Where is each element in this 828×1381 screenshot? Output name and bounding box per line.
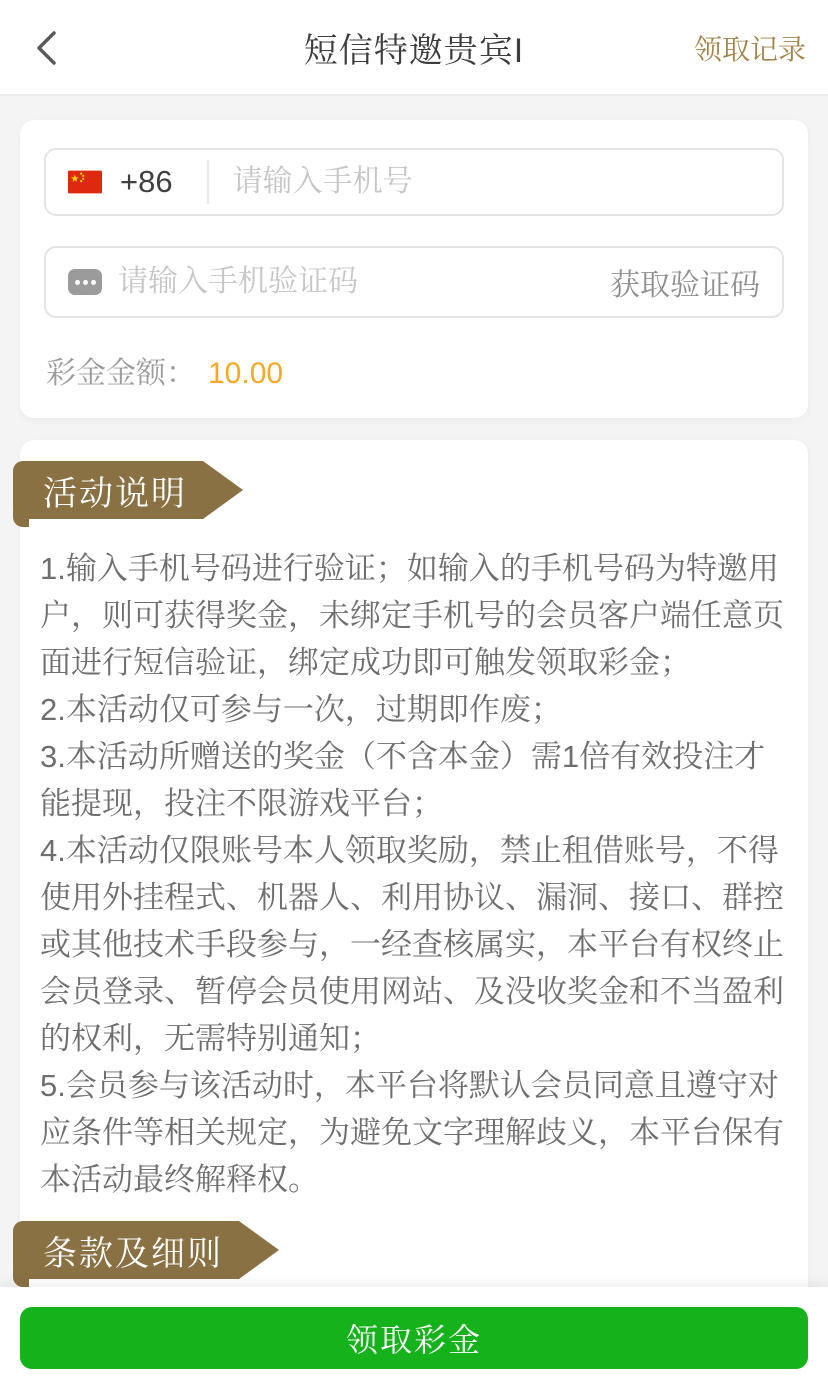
claim-records-link[interactable]: 领取记录 <box>693 34 806 65</box>
field-divider <box>207 160 209 204</box>
phone-field[interactable] <box>44 148 784 216</box>
page-title: 短信特邀贵宾I <box>303 31 525 70</box>
phone-input[interactable] <box>233 165 760 199</box>
activity-card <box>20 440 808 1309</box>
header <box>0 0 828 96</box>
bonus-amount: 10.00 <box>208 357 284 390</box>
main-content <box>0 96 828 1309</box>
bonus-row <box>44 348 784 392</box>
terms-ribbon <box>13 1221 239 1279</box>
bottom-bar <box>0 1287 828 1381</box>
back-button[interactable] <box>22 0 70 96</box>
rule-item-1: 1.输入手机号码进行验证；如输入的手机号码为特邀用户，则可获得奖金，未绑定手机号的会员客户端任意页面进行短信验证，绑定成功即可触发领取彩金； <box>40 551 784 680</box>
code-field[interactable] <box>44 246 784 318</box>
claim-bonus-button[interactable]: 领取彩金 <box>20 1307 808 1369</box>
get-code-button[interactable]: 获取验证码 <box>610 269 760 302</box>
terms-ribbon-label: 条款及细则 <box>43 1234 223 1273</box>
bonus-label: 彩金金额： <box>46 357 196 390</box>
rule-item-2: 2.本活动仅可参与一次，过期即作废； <box>40 692 562 727</box>
activity-ribbon-label: 活动说明 <box>43 474 187 513</box>
phone-verification-card <box>20 120 808 418</box>
activity-ribbon <box>13 461 203 519</box>
rule-item-3: 3.本活动所赠送的奖金（不含本金）需1倍有效投注才能提现，投注不限游戏平台； <box>40 739 766 821</box>
sms-code-icon <box>68 269 102 295</box>
code-input[interactable] <box>118 265 594 299</box>
chevron-left-icon <box>34 30 58 66</box>
activity-rules <box>20 519 808 1203</box>
country-code[interactable]: +86 <box>120 164 173 199</box>
rule-item-5: 5.会员参与该活动时，本平台将默认会员同意且遵守对应条件等相关规定，为避免文字理解歧义，本平台保有本活动最终解释权。 <box>40 1068 784 1197</box>
china-flag-icon <box>68 170 102 194</box>
rule-item-4: 4.本活动仅限账号本人领取奖励，禁止租借账号，不得使用外挂程式、机器人、利用协议、漏洞、接口、群控或其他技术手段参与，一经查核属实，本平台有权终止会员登录、暂停会员使用网站、及没收奖金和不当盈利的权利，无需特别通知； <box>40 833 784 1056</box>
